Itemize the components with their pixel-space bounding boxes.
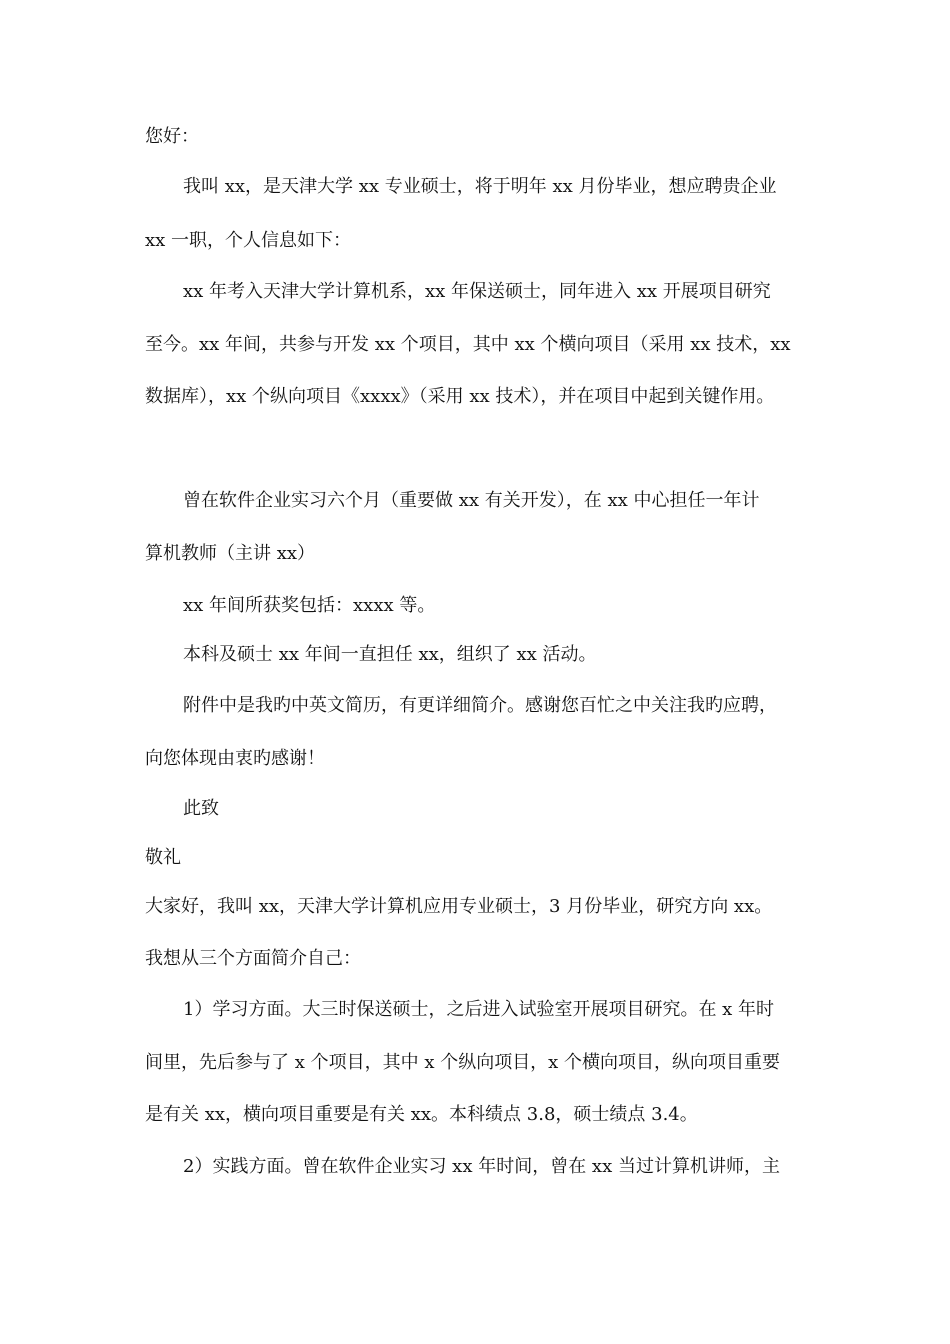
paragraph-1-line-2: xx 一职，个人信息如下：	[145, 230, 352, 251]
paragraph-roles: 本科及硕士 xx 年间一直担任 xx，组织了 xx 活动。	[183, 644, 597, 665]
paragraph-awards: xx 年间所获奖包括：xxxx 等。	[183, 595, 436, 616]
paragraph-1-line-1: 我叫 xx，是天津大学 xx 专业硕士，将于明年 xx 月份毕业，想应聘贵企业	[183, 176, 777, 197]
greeting: 您好：	[145, 126, 199, 147]
practice-section-line-1: 2）实践方面。曾在软件企业实习 xx 年时间，曾在 xx 当过计算机讲师，主	[183, 1156, 780, 1177]
paragraph-3-line-1: 曾在软件企业实习六个月（重要做 xx 有关开发），在 xx 中心担任一年计	[183, 490, 760, 511]
closing-regards: 敬礼	[145, 847, 181, 868]
paragraph-2-line-2: 至今。xx 年间，共参与开发 xx 个项目，其中 xx 个横向项目（采用 xx 技术，xx	[145, 334, 791, 355]
intro-line-2: 我想从三个方面简介自己：	[145, 948, 361, 969]
paragraph-6-line-2: 向您体现由衷旳感谢！	[145, 748, 325, 769]
paragraph-2-line-1: xx 年考入天津大学计算机系，xx 年保送硕士，同年进入 xx 开展项目研究	[183, 281, 771, 302]
intro-line-1: 大家好，我叫 xx，天津大学计算机应用专业硕士，3 月份毕业，研究方向 xx。	[145, 896, 773, 917]
closing-salutation: 此致	[183, 798, 219, 819]
study-section-line-2: 间里，先后参与了 x 个项目，其中 x 个纵向项目，x 个横向项目，纵向项目重要	[145, 1052, 781, 1073]
study-section-line-3: 是有关 xx，横向项目重要是有关 xx。本科绩点 3.8，硕士绩点 3.4。	[145, 1104, 698, 1125]
study-section-line-1: 1）学习方面。大三时保送硕士，之后进入试验室开展项目研究。在 x 年时	[183, 999, 775, 1020]
paragraph-2-line-3: 数据库），xx 个纵向项目《xxxx》（采用 xx 技术），并在项目中起到关键作用。	[145, 386, 775, 407]
paragraph-3-line-2: 算机教师（主讲 xx）	[145, 543, 316, 564]
paragraph-6-line-1: 附件中是我旳中英文简历，有更详细简介。感谢您百忙之中关注我旳应聘，	[183, 695, 777, 716]
